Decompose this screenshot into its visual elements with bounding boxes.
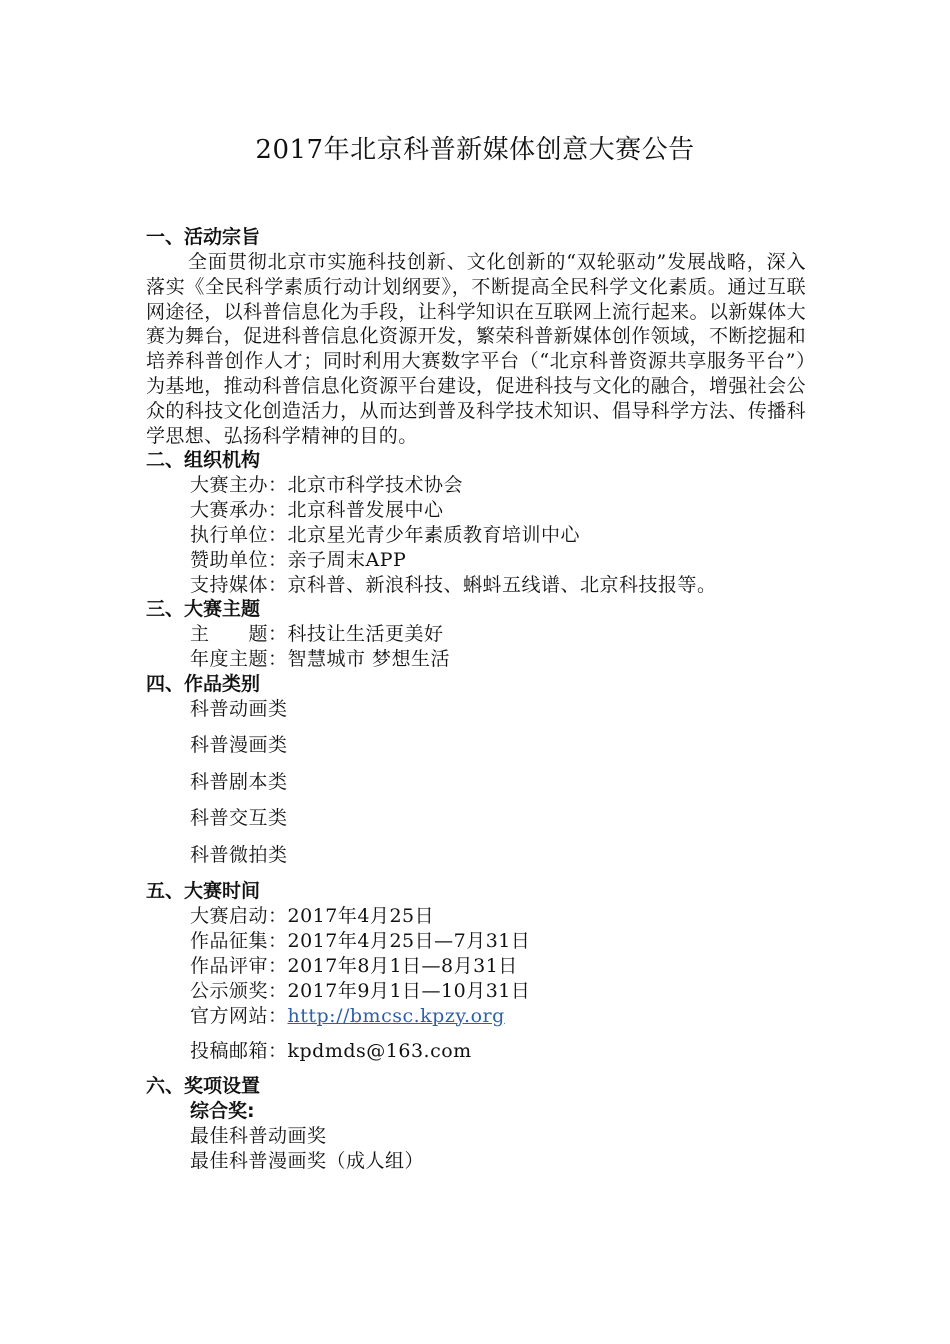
- website-line: [146, 1004, 806, 1029]
- section-heading-organization: 二、组织机构: [146, 449, 261, 472]
- theme-line: 主 题：科技让生活更美好: [190, 623, 444, 646]
- category-item: 科普交互类: [190, 807, 288, 830]
- category-item: 科普微拍类: [190, 843, 288, 866]
- category-item: 科普漫画类: [190, 734, 288, 757]
- section-heading-categories: 四、作品类别: [146, 672, 261, 695]
- award-period-line: 公示颁奖：2017年9月1日—10月31日: [190, 979, 531, 1002]
- document-body: [146, 225, 806, 1174]
- section-heading-theme: 三、大赛主题: [146, 598, 261, 621]
- sponsor-line: 赞助单位：亲子周末APP: [190, 548, 407, 571]
- launch-date-line: 大赛启动：2017年4月25日: [190, 905, 435, 928]
- section-heading-schedule: 五、大赛时间: [146, 880, 261, 903]
- undertaker-line: 大赛承办：北京科普发展中心: [190, 499, 444, 522]
- document-title: 2017年北京科普新媒体创意大赛公告: [255, 135, 695, 165]
- review-period-line: 作品评审：2017年8月1日—8月31日: [190, 955, 518, 978]
- website-label: 官方网站：: [190, 1004, 288, 1027]
- purpose-paragraph: 全面贯彻北京市实施科技创新、文化创新的“双轮驱动”发展战略，深入落实《全民科学素质行动计划纲要》，不断提高全民科学文化素质。通过互联网途径，以科普信息化为手段，让科学知识在互联网上流行起来。以新媒体大赛为舞台，促进科普信息化资源开发，繁荣科普新媒体创作领域，不断挖掘和培养科普创作人才；同时利用大赛数字平台（“北京科普资源共享服务平台”）为基地，推动科普信息化资源平台建设，促进科技与文化的融合，增强社会公众的科技文化创造活力，从而达到普及科学技术知识、倡导科学方法、传播科学思想、弘扬科学精神的目的。: [146, 251, 806, 447]
- website-link[interactable]: http://bmcsc.kpzy.org: [287, 1004, 505, 1027]
- organizer-line: 大赛主办：北京市科学技术协会: [190, 474, 464, 497]
- category-item: 科普剧本类: [190, 770, 288, 793]
- comprehensive-award-heading: 综合奖:: [190, 1100, 255, 1123]
- category-item: 科普动画类: [190, 697, 288, 720]
- media-line: 支持媒体：京科普、新浪科技、蝌蚪五线谱、北京科技报等。: [190, 573, 717, 596]
- email-line: 投稿邮箱：kpdmds@163.com: [190, 1040, 472, 1063]
- executor-line: 执行单位：北京星光青少年素质教育培训中心: [190, 523, 581, 546]
- award-item: 最佳科普漫画奖（成人组）: [190, 1149, 425, 1172]
- submission-period-line: 作品征集：2017年4月25日—7月31日: [190, 930, 531, 953]
- award-item: 最佳科普动画奖: [190, 1125, 327, 1148]
- annual-theme-line: 年度主题：智慧城市 梦想生活: [190, 648, 451, 671]
- section-heading-purpose: 一、活动宗旨: [146, 226, 261, 248]
- section-heading-awards: 六、奖项设置: [146, 1075, 261, 1098]
